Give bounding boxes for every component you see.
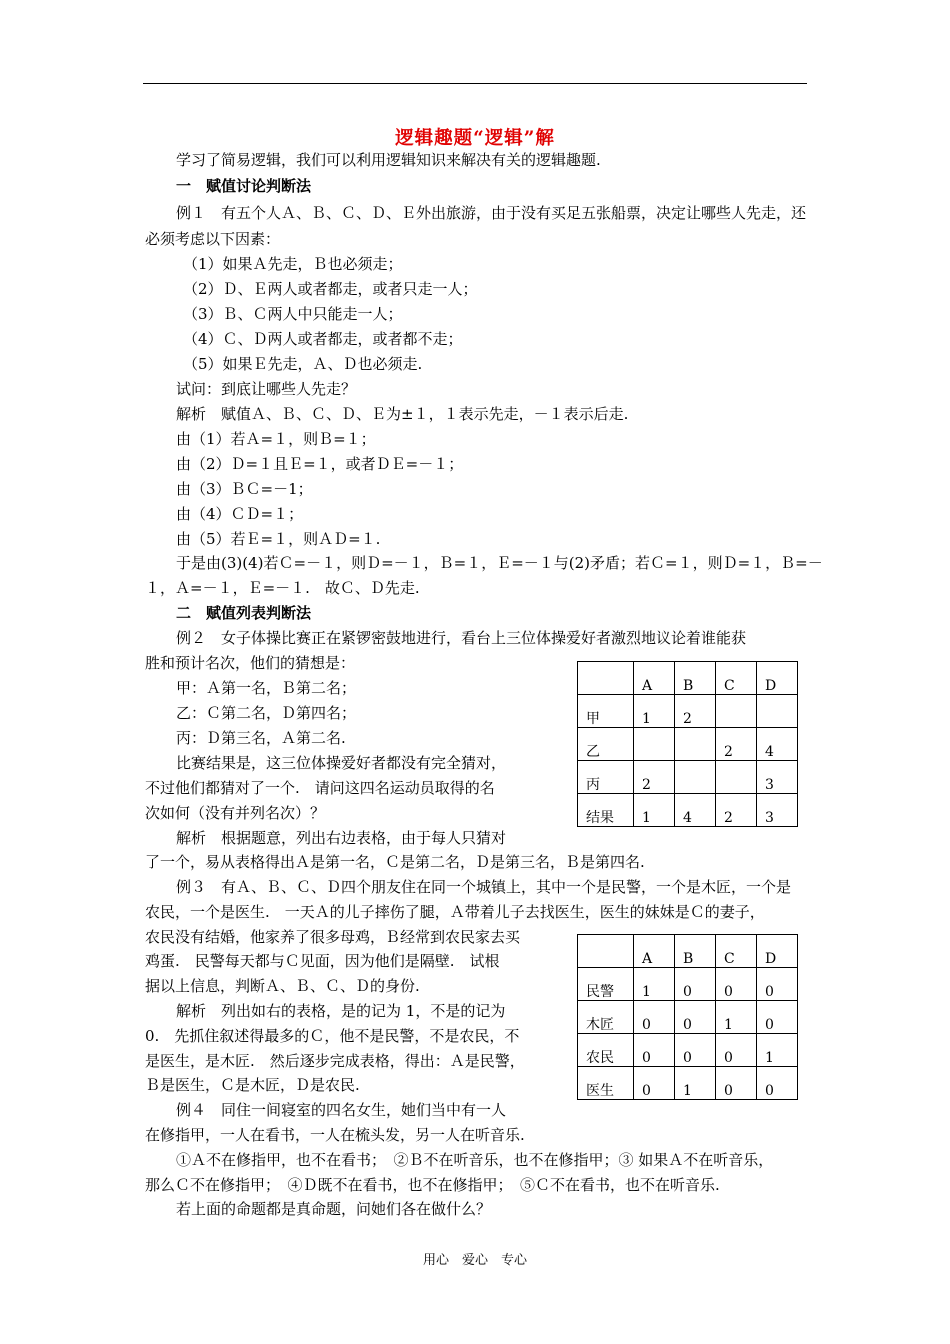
row-label: 甲	[578, 695, 634, 728]
table-cell	[578, 935, 634, 968]
ex1-item-5: （5）如果Ｅ先走，Ａ、Ｄ也必须走.	[183, 355, 423, 373]
row-label: 民警	[578, 968, 634, 1001]
ex2-para-3: 次如何（没有并列名次）？	[145, 804, 326, 822]
section2-heading: 二 赋值列表判断法	[176, 604, 312, 622]
ex4-line5: 若上面的命题都是真命题，问她们各在做什么？	[176, 1200, 492, 1218]
ex4-line2: 在修指甲，一人在看书，一人在梳头发，另一人在听音乐.	[145, 1126, 525, 1144]
table-row	[578, 695, 798, 728]
page-footer: 用心 爱心 专心	[422, 1253, 527, 1268]
ex1-line1: 例１ 有五个人Ａ、Ｂ、Ｃ、Ｄ、Ｅ外出旅游，由于没有买足五张船票，决定让哪些人先走，还	[176, 204, 807, 222]
ex1-step-2: 由（2）Ｄ=１且Ｅ=１，或者ＤＥ=－１；	[176, 455, 464, 473]
table-cell: 4	[675, 794, 716, 827]
ex2-guess-3: 丙：Ｄ第三名，Ａ第二名.	[176, 729, 346, 747]
section1-heading: 一 赋值讨论判断法	[176, 177, 312, 195]
ex3-line3: 农民没有结婚，他家养了很多母鸡，Ｂ经常到农民家去买	[145, 928, 521, 946]
ex3-line2: 农民，一个是医生. 一天Ａ的儿子摔伤了腿，Ａ带着儿子去找医生，医生的妹妹是Ｃ的妻子，	[145, 903, 765, 921]
ex2-guess-2: 乙：Ｃ第二名，Ｄ第四名；	[176, 704, 357, 722]
table-cell	[716, 761, 757, 794]
table-cell: 0	[675, 1001, 716, 1034]
table-row	[578, 935, 798, 968]
table-row	[578, 1001, 798, 1034]
table-cell: 2	[716, 728, 757, 761]
table-cell: 1	[634, 968, 675, 1001]
ex3-analysis-1: 解析 列出如右的表格，是的记为 1，不是的记为	[176, 1002, 506, 1020]
ex3-analysis-4: Ｂ是医生，Ｃ是木匠，Ｄ是农民.	[145, 1076, 360, 1094]
table-cell: 0	[634, 1067, 675, 1100]
table-cell: 0	[716, 968, 757, 1001]
table-header-cell: B	[675, 662, 716, 695]
table-cell: 1	[675, 1067, 716, 1100]
table-cell: 1	[716, 1001, 757, 1034]
table-header-cell: A	[634, 662, 675, 695]
table-row	[578, 728, 798, 761]
table-row	[578, 794, 798, 827]
ex1-conclusion-1: 于是由(3)(4)若Ｃ=－１，则Ｄ=－１，Ｂ=１，Ｅ=－１与(2)矛盾；若Ｃ=１，则Ｄ=１，Ｂ=－	[176, 554, 823, 572]
ex2-para-2: 不过他们都猜对了一个. 请问这四名运动员取得的名	[145, 779, 495, 797]
ex1-analysis: 解析 赋值Ａ、Ｂ、Ｃ、Ｄ、Ｅ为±１，１表示先走，－１表示后走.	[176, 405, 629, 423]
row-label: 丙	[578, 761, 634, 794]
row-label: 木匠	[578, 1001, 634, 1034]
header-rule	[143, 83, 807, 84]
table-cell: 0	[716, 1034, 757, 1067]
ex2-para-1: 比赛结果是，这三位体操爱好者都没有完全猜对，	[176, 754, 507, 772]
table-row	[578, 761, 798, 794]
ex3-line1: 例３ 有Ａ、Ｂ、Ｃ、Ｄ四个朋友住在同一个城镇上，其中一个是民警，一个是木匠，一个是	[176, 878, 792, 896]
guess-table	[577, 661, 798, 827]
table-cell	[716, 695, 757, 728]
table-cell: 0	[716, 1067, 757, 1100]
row-label: 结果	[578, 794, 634, 827]
table-cell	[757, 695, 798, 728]
ex1-step-4: 由（4）ＣＤ=１；	[176, 505, 304, 523]
ex3-analysis-3: 是医生，是木匠. 然后逐步完成表格，得出：Ａ是民警，	[145, 1052, 525, 1070]
ex1-question: 试问：到底让哪些人先走？	[176, 380, 357, 398]
table-cell: 2	[716, 794, 757, 827]
ex1-item-1: （1）如果Ａ先走，Ｂ也必须走；	[183, 255, 403, 273]
table-cell: 0	[757, 1001, 798, 1034]
table-header-cell: B	[675, 935, 716, 968]
row-label: 农民	[578, 1034, 634, 1067]
table-header-cell: D	[757, 662, 798, 695]
table-cell: 0	[634, 1001, 675, 1034]
table-header-cell: A	[634, 935, 675, 968]
ex1-line2: 必须考虑以下因素：	[145, 230, 281, 248]
ex3-analysis-2: 0. 先抓住叙述得最多的Ｃ，他不是民警，不是农民，不	[145, 1027, 520, 1045]
row-label: 乙	[578, 728, 634, 761]
table-cell: 0	[675, 968, 716, 1001]
ex1-step-3: 由（3）ＢＣ=－1；	[176, 480, 313, 498]
ex4-line1: 例４ 同住一间寝室的四名女生，她们当中有一人	[176, 1101, 507, 1119]
table-cell: 1	[634, 695, 675, 728]
ex1-item-3: （3）Ｂ、Ｃ两人中只能走一人；	[183, 305, 403, 323]
table-row	[578, 662, 798, 695]
ex4-line3: ①Ａ不在修指甲，也不在看书； ②Ｂ不在听音乐，也不在修指甲；③ 如果Ａ不在听音乐，	[176, 1151, 774, 1169]
ex1-step-5: 由（5）若Ｅ=１，则ＡＤ=１.	[176, 530, 381, 548]
table-header-cell: C	[716, 935, 757, 968]
ex3-line5: 据以上信息，判断Ａ、Ｂ、Ｃ、Ｄ的身份.	[145, 977, 420, 995]
table-cell: 2	[675, 695, 716, 728]
ex1-step-1: 由（1）若Ａ=１，则Ｂ=１；	[176, 430, 376, 448]
ex2-analysis-2: 了一个，易从表格得出Ａ是第一名，Ｃ是第二名，Ｄ是第三名，Ｂ是第四名.	[145, 853, 645, 871]
table-cell: 0	[757, 968, 798, 1001]
table-cell	[578, 662, 634, 695]
table-header-cell: D	[757, 935, 798, 968]
table-cell: 1	[757, 1034, 798, 1067]
ex1-item-4: （4）Ｃ、Ｄ两人或者都走，或者都不走；	[183, 330, 463, 348]
ex2-guess-1: 甲：Ａ第一名，Ｂ第二名；	[176, 679, 357, 697]
table-cell	[634, 728, 675, 761]
ex1-item-2: （2）Ｄ、Ｅ两人或者都走，或者只走一人；	[183, 280, 478, 298]
table-header-cell: C	[716, 662, 757, 695]
table-row	[578, 968, 798, 1001]
ex3-line4: 鸡蛋. 民警每天都与Ｃ见面，因为他们是隔壁. 试根	[145, 952, 500, 970]
row-label: 医生	[578, 1067, 634, 1100]
table-cell: 2	[634, 761, 675, 794]
table-cell: 0	[757, 1067, 798, 1100]
table-cell: 0	[675, 1034, 716, 1067]
page-title: 逻辑趣题“逻辑”解	[395, 128, 555, 149]
table-row	[578, 1067, 798, 1100]
table-row	[578, 1034, 798, 1067]
table-cell: 1	[634, 794, 675, 827]
ex2-analysis-1: 解析 根据题意，列出右边表格，由于每人只猜对	[176, 829, 507, 847]
table-cell	[675, 728, 716, 761]
intro-text: 学习了简易逻辑，我们可以利用逻辑知识来解决有关的逻辑趣题.	[176, 151, 601, 169]
ex2-line2: 胜和预计名次，他们的猜想是：	[145, 654, 356, 672]
occupation-table	[577, 934, 798, 1100]
table-cell: 3	[757, 761, 798, 794]
table-cell: 4	[757, 728, 798, 761]
ex4-line4: 那么Ｃ不在修指甲； ④Ｄ既不在看书，也不在修指甲； ⑤Ｃ不在看书，也不在听音乐.	[145, 1176, 720, 1194]
ex1-conclusion-2: １，Ａ=－１，Ｅ=－１. 故Ｃ、Ｄ先走.	[145, 579, 420, 597]
table-cell: 3	[757, 794, 798, 827]
table-cell: 0	[634, 1034, 675, 1067]
ex2-line1: 例２ 女子体操比赛正在紧锣密鼓地进行，看台上三位体操爱好者激烈地议论着谁能获	[176, 629, 747, 647]
table-cell	[675, 761, 716, 794]
